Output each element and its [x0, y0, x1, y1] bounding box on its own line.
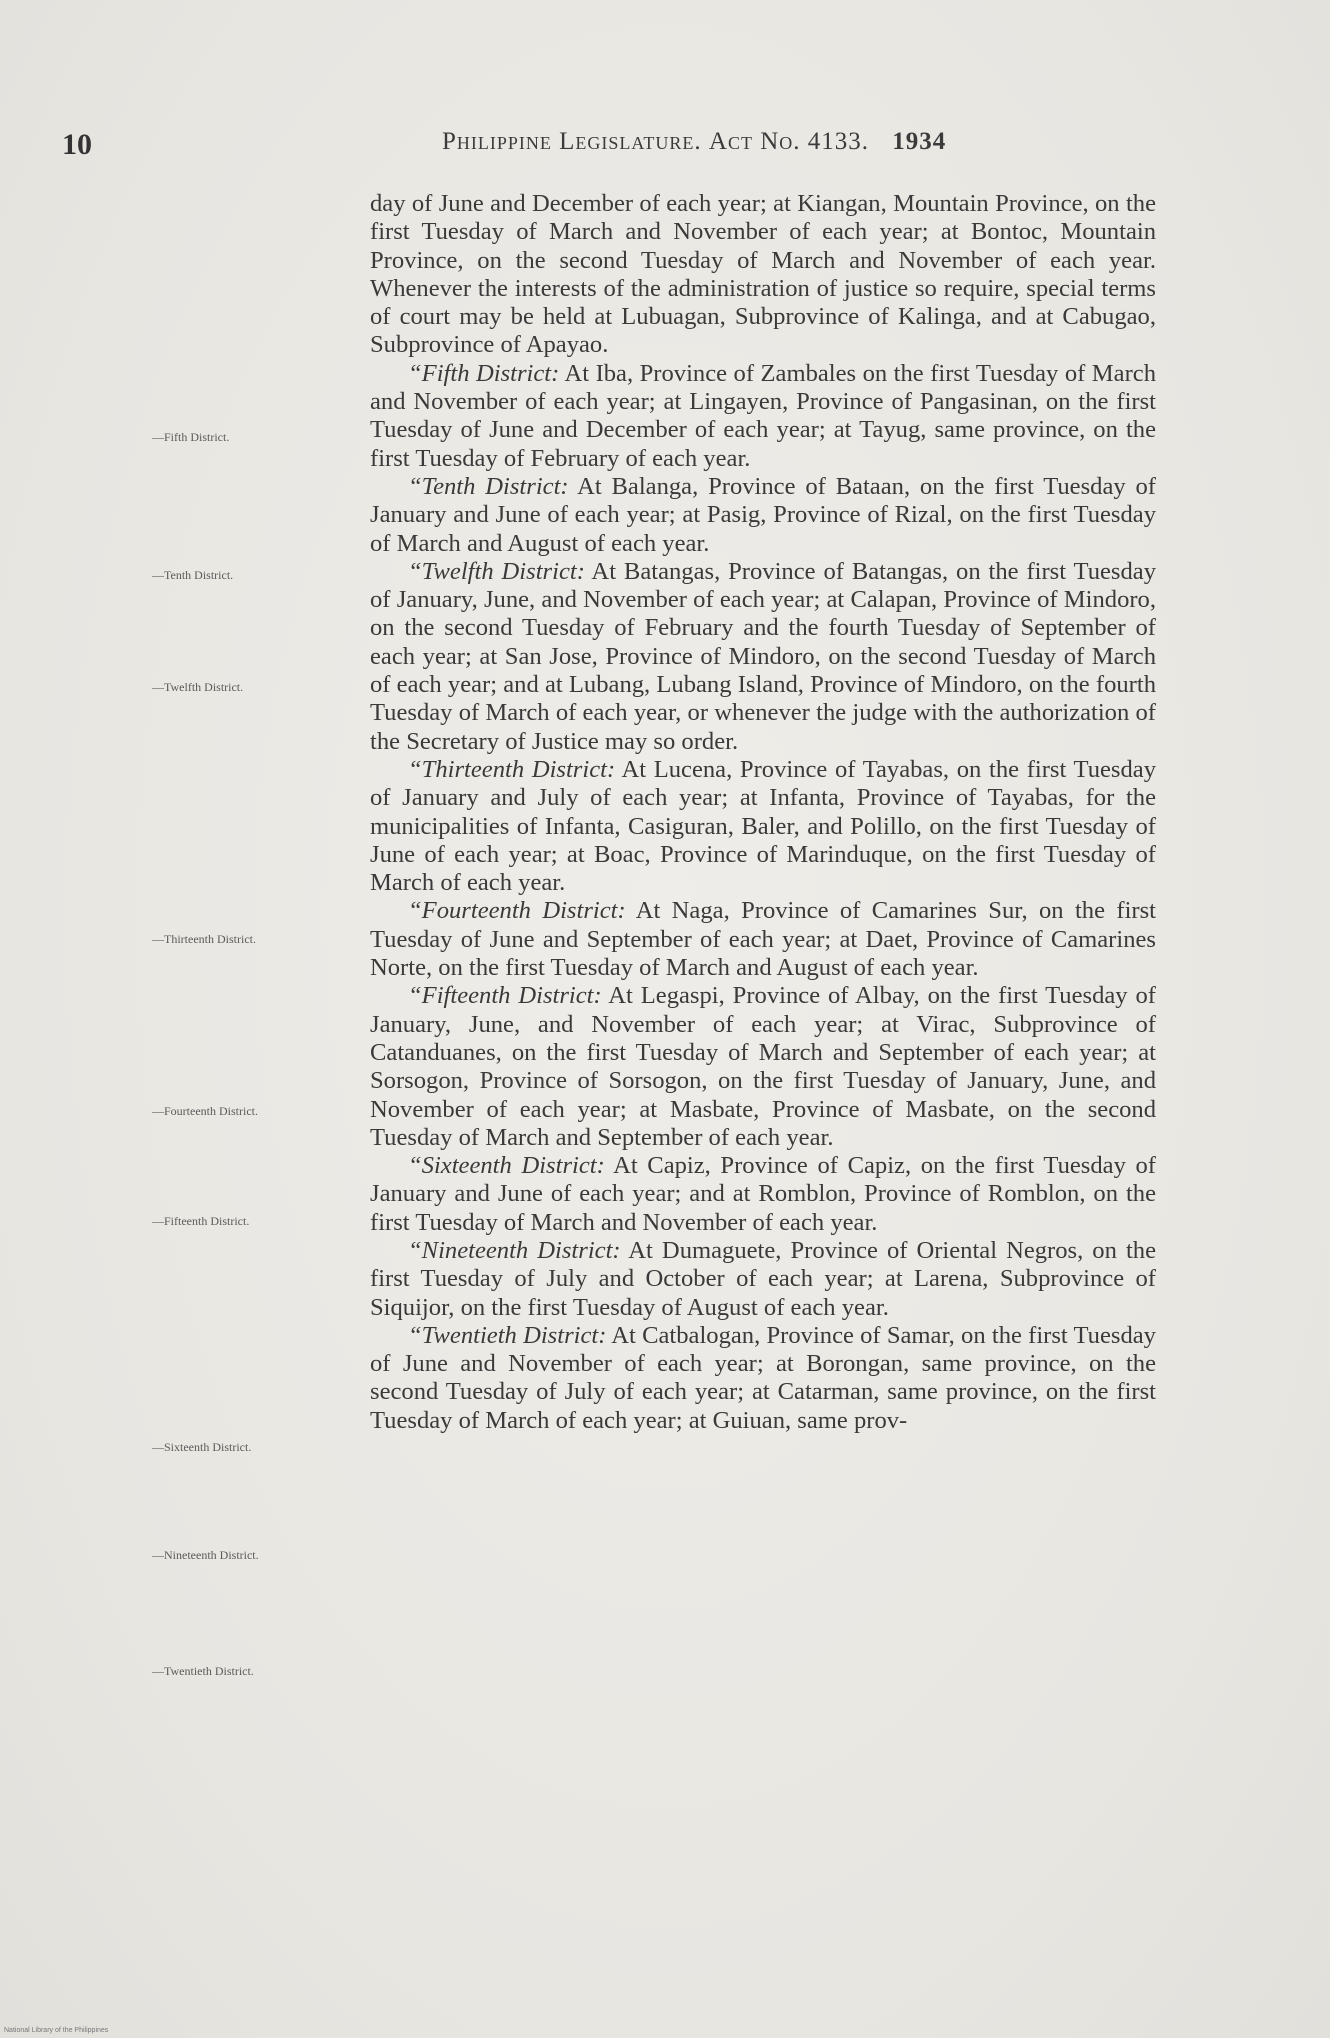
page-number: 10 [62, 128, 92, 161]
district-heading: “Twentieth District: [408, 1321, 607, 1349]
district-text: At Naga, Province of Camarines Sur, on the first Tuesday of June and September of each year; at Daet, Province of Camarines Norte, on the first Tuesday of March and August of each year. [370, 897, 1157, 982]
body-text [370, 190, 1156, 1435]
margin-note-fifth-district: —Fifth District. [152, 430, 230, 444]
district-text: At Catbalogan, Province of Samar, on the first Tuesday of June and November of each year; at Borongan, same province, on the second Tuesday of July of each year; at Catarman, same province, on the first Tuesday of March of each year; at Guiuan, same prov- [370, 1321, 1156, 1434]
paragraph-fifth-district [370, 360, 1156, 473]
district-heading: “Twelfth District: [408, 557, 585, 585]
district-text: At Balanga, Province of Bataan, on the first Tuesday of January and June of each year; at Pasig, Province of Rizal, on the first Tuesday of March and August of each year. [370, 472, 1156, 557]
year: 1934 [892, 128, 947, 155]
margin-note-twelfth-district: —Twelfth District. [152, 680, 244, 694]
district-text: At Legaspi, Province of Albay, on the first Tuesday of January, June, and November of each year; at Virac, Subprovince of Catanduanes, on the first Tuesday of March and September of each year; at Sorsogon, Province of Sorsogon, on the first Tuesday of January, June, and November of each year; at Masbate, Province of Masbate, on the second Tuesday of March and September of each year. [370, 982, 1156, 1151]
paragraph-fourteenth-district [370, 897, 1156, 982]
margin-note-sixteenth-district: —Sixteenth District. [152, 1440, 252, 1454]
paragraph-twentieth-district [370, 1322, 1156, 1435]
margin-note-twentieth-district: —Twentieth District. [152, 1664, 254, 1678]
paragraph-twelfth-district [370, 558, 1156, 756]
paragraph-thirteenth-district [370, 756, 1156, 897]
margin-note-fifteenth-district: —Fifteenth District. [152, 1214, 250, 1228]
paragraph-sixteenth-district [370, 1152, 1156, 1237]
act-number: Act No. 4133. [708, 128, 870, 155]
footer-credit: National Library of the Philippines [4, 2027, 109, 2034]
district-text: At Iba, Province of Zambales on the first Tuesday of March and November of each year; at Lingayen, Province of Pangasinan, on the first Tuesday of June and December of each year; at Tayug, same province, on the first Tuesday of February of each year. [370, 359, 1156, 472]
district-heading: “Fourteenth District: [408, 897, 626, 925]
paragraph-tenth-district [370, 473, 1156, 558]
district-heading: “Fifth District: [408, 359, 560, 387]
district-heading: “Thirteenth District: [408, 755, 616, 783]
district-text: At Lucena, Province of Tayabas, on the first Tuesday of January and July of each year; at Infanta, Province of Tayabas, for the municipalities of Infanta, Casiguran, Baler, and Polillo, on the first Tuesday of June of each year; at Boac, Province of Marinduque, on the first Tuesday of March of each year. [370, 755, 1156, 897]
district-heading: “Tenth District: [408, 472, 569, 500]
margin-note-nineteenth-district: —Nineteenth District. [152, 1548, 259, 1562]
running-title: Philippine Legislature. [442, 128, 702, 155]
margin-note-thirteenth-district: —Thirteenth District. [152, 932, 256, 946]
paragraph-fifteenth-district [370, 982, 1156, 1152]
district-heading: “Sixteenth District: [408, 1152, 605, 1180]
district-heading: “Fifteenth District: [408, 982, 602, 1010]
margin-note-fourteenth-district: —Fourteenth District. [152, 1104, 258, 1118]
district-text: At Batangas, Province of Batangas, on the first Tuesday of January, June, and November of each year; at Calapan, Province of Mindoro, on the second Tuesday of February and the fourth Tuesday of September of each year; at San Jose, Province of Mindoro, on the second Tuesday of March of each year; and at Lubang, Lubang Island, Province of Mindoro, on the fourth Tuesday of March of each year, or whenever the judge with the authorization of the Secretary of Justice may so order. [370, 557, 1156, 755]
running-head [442, 128, 946, 156]
paragraph-continuation: day of June and December of each year; at Kiangan, Mountain Province, on the first Tuesday of March and November of each year; at Bontoc, Mountain Province, on the second Tuesday of March and November of each year. Whenever the interests of the administration of justice so require, special terms of court may be held at Lubuagan, Subprovince of Kalinga, and at Cabugao, Subprovince of Apayao. [370, 190, 1156, 359]
district-heading: “Nineteenth District: [408, 1236, 621, 1264]
paragraph-nineteenth-district [370, 1237, 1156, 1322]
district-text: At Capiz, Province of Capiz, on the first Tuesday of January and June of each year; and at Romblon, Province of Romblon, on the first Tuesday of March and November of each year. [370, 1152, 1156, 1236]
district-text: At Dumaguete, Province of Oriental Negros, on the first Tuesday of July and October of each year; at Larena, Subprovince of Siquijor, on the first Tuesday of August of each year. [370, 1236, 1156, 1321]
margin-note-tenth-district: —Tenth District. [152, 568, 234, 582]
